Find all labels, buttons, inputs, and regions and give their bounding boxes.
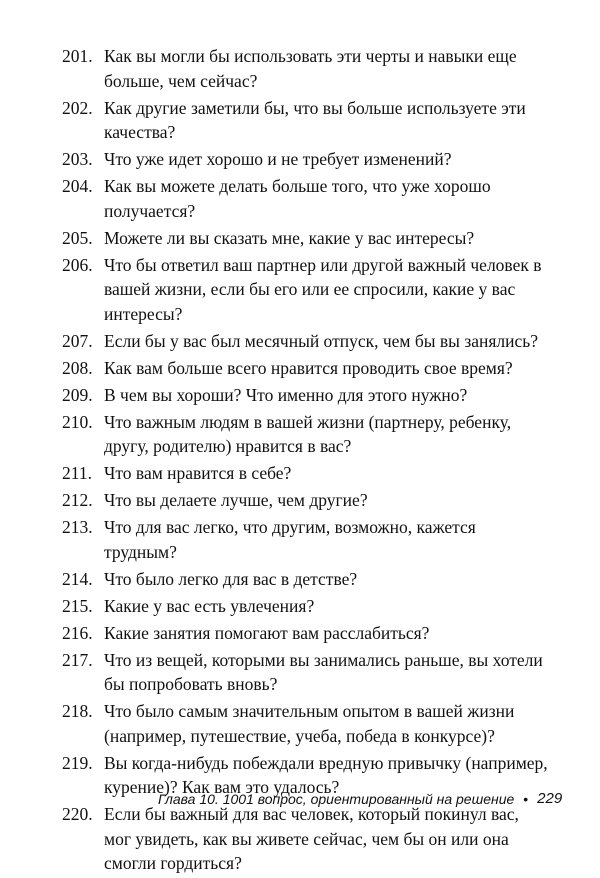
question-number: 208. [62,357,93,378]
question-number: 220. [62,804,93,824]
question-number: 207. [62,330,93,351]
question-text: Как вы могли бы использовать эти черты и навыки еще больше, чем сейчас? [104,46,517,91]
question-text: Что вы делаете лучше, чем другие? [104,490,368,510]
question-number: 204. [62,176,93,196]
page-footer [158,790,563,807]
question-number: 215. [62,595,93,616]
question-text: Если бы важный для вас человек, который покинул вас, мог увидеть, как вы живете сейчас, чем бы он или она смогли гордиться? [104,804,519,873]
question-text: Что было легко для вас в детстве? [104,568,358,589]
question-item [62,356,548,381]
question-number: 209. [62,384,93,405]
question-number: 202. [62,97,93,118]
question-item [62,383,548,408]
question-item [62,461,548,486]
question-number: 218. [62,701,93,721]
question-text: Что уже идет хорошо и не требует изменений? [104,149,452,169]
question-text: Какие у вас есть увлечения? [104,595,315,616]
question-number: 212. [62,490,93,510]
question-text: Если бы у вас был месячный отпуск, чем бы вы занялись? [104,330,539,351]
question-text: Какие занятия помогают вам расслабиться? [104,622,430,643]
question-text: Что было самым значительным опытом в вашей жизни (например, путешествие, учеба, победа в конкурсе)? [104,701,515,746]
question-item [62,648,548,697]
question-item [62,621,548,646]
question-item [62,147,548,172]
question-text: Что вам нравится в себе? [104,463,292,483]
footer-bullet: • [523,790,529,807]
question-text: В чем вы хороши? Что именно для этого нужно? [104,384,468,405]
question-text: Как вам больше всего нравится проводить свое время? [104,357,513,378]
question-text: Что бы ответил ваш партнер или другой важный человек в вашей жизни, если бы его или ее спросили, какие у вас интересы? [104,254,542,324]
question-text: Вы когда-нибудь побеждали вредную привычку (например, курение)? Как вам это удалось? [104,752,548,797]
question-text: Как другие заметили бы, что вы больше используете эти качества? [104,97,526,142]
question-text: Что для вас легко, что другим, возможно, кажется трудным? [104,517,476,562]
question-item [62,515,548,564]
question-text: Что важным людям в вашей жизни (партнеру, ребенку, другу, родителю) нравится в вас? [104,411,512,456]
question-item [62,174,548,223]
running-title: Глава 10. 1001 вопрос, ориентированный на решение [158,790,515,807]
question-number: 211. [62,463,92,483]
page-number: 229 [537,790,563,807]
question-number: 203. [62,149,93,169]
question-number: 210. [62,411,93,432]
question-item [62,802,548,876]
question-number: 205. [62,227,93,248]
question-number: 216. [62,622,93,643]
question-list [62,44,548,878]
question-item [62,329,548,354]
question-text: Что из вещей, которыми вы занимались раньше, вы хотели бы попробовать вновь? [104,649,543,694]
question-item [62,410,548,459]
question-text: Можете ли вы сказать мне, какие у вас интересы? [104,227,475,248]
question-number: 219. [62,752,93,773]
question-number: 213. [62,517,93,537]
question-number: 201. [62,46,93,66]
question-number: 214. [62,568,93,589]
question-text: Как вы можете делать больше того, что уже хорошо получается? [104,176,491,221]
question-item [62,567,548,592]
question-item [62,226,548,251]
question-item [62,253,548,327]
question-item [62,594,548,619]
question-item [62,96,548,145]
question-item [62,699,548,748]
question-number: 206. [62,254,93,275]
question-item [62,488,548,513]
question-item [62,44,548,93]
question-number: 217. [62,649,93,670]
